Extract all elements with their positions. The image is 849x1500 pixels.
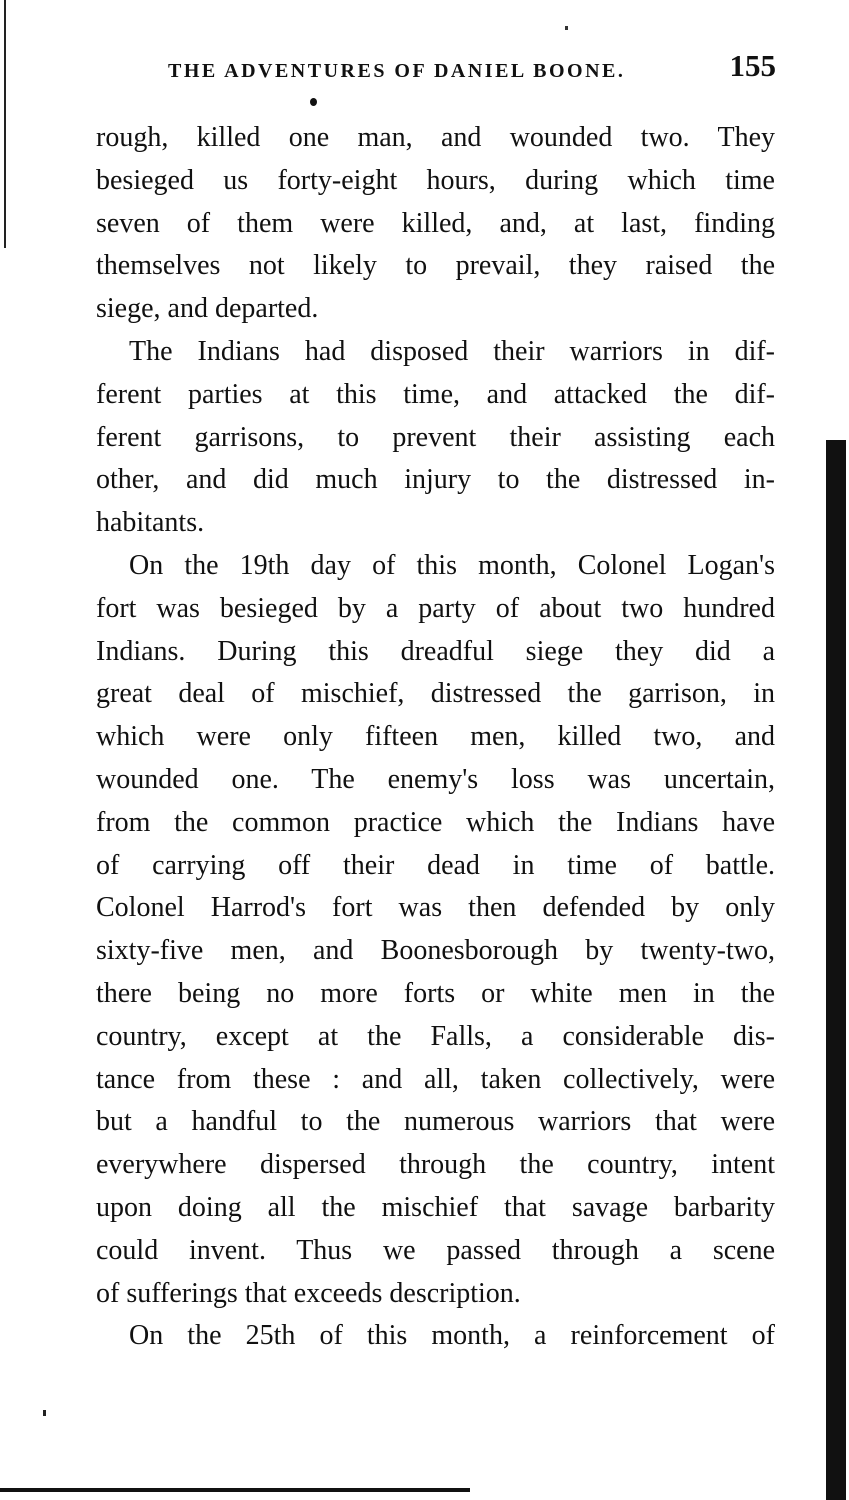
text-line: tance from these : and all, taken collectively, were xyxy=(96,1063,775,1095)
scan-edge-left xyxy=(4,0,6,248)
text-line: fort was besieged by a party of about two hundred xyxy=(96,592,775,624)
text-line: of sufferings that exceeds description. xyxy=(96,1277,521,1309)
body-text xyxy=(96,117,775,1358)
page-header xyxy=(168,48,776,98)
text-line: On the 25th of this month, a reinforcement of xyxy=(129,1320,775,1352)
text-line: ferent parties at this time, and attacked the dif- xyxy=(96,378,775,410)
text-line: Indians. During this dreadful siege they did a xyxy=(96,635,775,667)
text-line: wounded one. The enemy's loss was uncertain, xyxy=(96,763,775,795)
page-number: 155 xyxy=(729,48,776,83)
text-line: seven of them were killed, and, at last, finding xyxy=(96,207,775,239)
text-line: but a handful to the numerous warriors that were xyxy=(96,1106,775,1138)
text-line: other, and did much injury to the distressed in- xyxy=(96,464,775,496)
ink-speck xyxy=(565,26,568,30)
text-line: country, except at the Falls, a considerable dis- xyxy=(96,1020,775,1052)
text-line: upon doing all the mischief that savage barbarity xyxy=(96,1191,775,1223)
text-line: ferent garrisons, to prevent their assisting each xyxy=(96,421,775,453)
ink-dot xyxy=(310,98,317,106)
text-line: everywhere dispersed through the country, intent xyxy=(96,1149,775,1181)
text-line: Colonel Harrod's fort was then defended by only xyxy=(96,892,775,924)
text-line: there being no more forts or white men in the xyxy=(96,977,775,1009)
text-line: habitants. xyxy=(96,507,205,539)
text-line: The Indians had disposed their warriors in dif- xyxy=(129,335,775,367)
text-line: rough, killed one man, and wounded two. They xyxy=(96,122,775,153)
text-line: themselves not likely to prevail, they raised the xyxy=(96,250,775,282)
scan-edge-bottom xyxy=(0,1488,470,1492)
running-title: THE ADVENTURES OF DANIEL BOONE. xyxy=(168,60,626,82)
text-line: of carrying off their dead in time of battle. xyxy=(96,849,775,881)
text-line: great deal of mischief, distressed the garrison, in xyxy=(96,678,775,710)
scan-edge-right xyxy=(826,440,846,1500)
text-line: could invent. Thus we passed through a scene xyxy=(96,1234,775,1266)
text-line: sixty-five men, and Boonesborough by twenty-two, xyxy=(96,935,775,967)
text-line: which were only fifteen men, killed two, and xyxy=(96,721,775,753)
text-line: from the common practice which the Indians have xyxy=(96,806,775,838)
ink-speck xyxy=(43,1410,46,1416)
text-line: On the 19th day of this month, Colonel Logan's xyxy=(129,549,775,581)
text-line: besieged us forty-eight hours, during which time xyxy=(96,164,775,196)
text-line: siege, and departed. xyxy=(96,293,319,325)
